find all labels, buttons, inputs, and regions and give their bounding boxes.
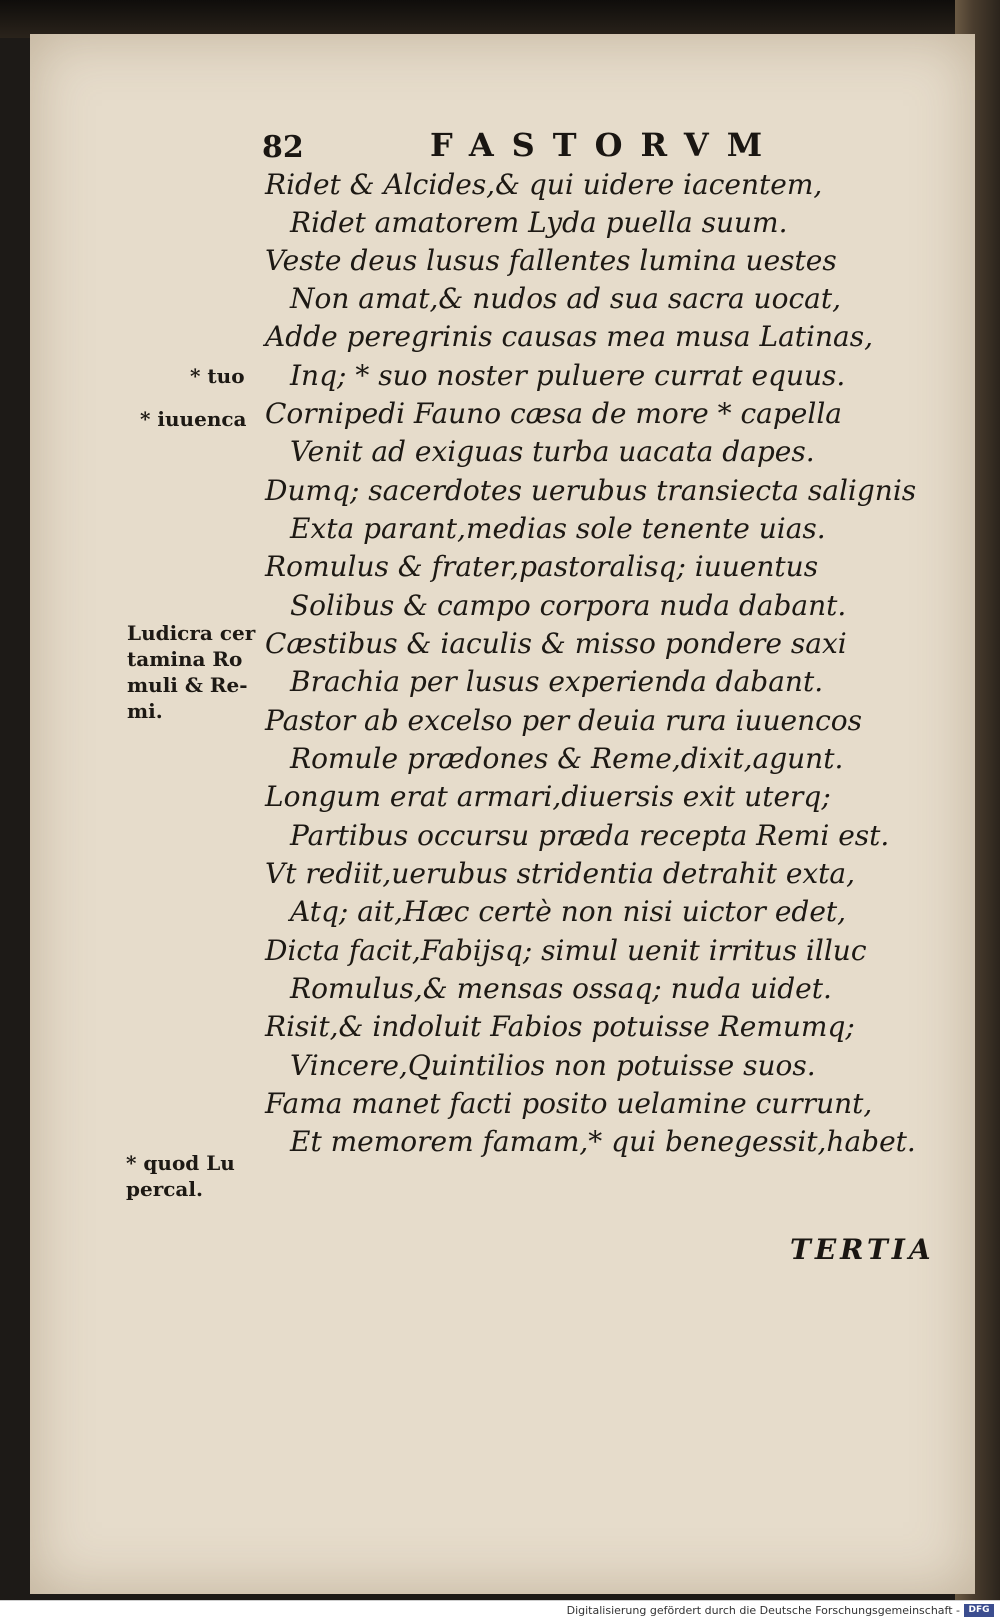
marginal-note: * tuo [190,364,245,388]
verse-line: Fama manet facti posito uelamine currunt, [265,1087,873,1120]
verse-line: Cæstibus & iaculis & misso pondere saxi [265,627,847,660]
verse-line: Pastor ab excelso per deuia rura iuuencos [265,704,863,737]
verse-line: Venit ad exiguas turba uacata dapes. [290,435,815,468]
verse-line: Romulus & frater,pastoralisq; iuuentus [265,550,819,583]
verse-line: Vt rediit,uerubus stridentia detrahit exta, [265,857,856,890]
verse-line: Cornipedi Fauno cæsa de more * capella [265,397,842,430]
scan-background-top [0,0,1000,38]
verse-line: Exta parant,medias sole tenente uias. [290,512,826,545]
marginal-note: Ludicra cer tamina Ro muli & Re- mi. [127,621,256,723]
verse-line: Ridet amatorem Lyda puella suum. [290,206,788,239]
verse-line: Solibus & campo corpora nuda dabant. [290,589,847,622]
verse-line: Brachia per lusus experienda dabant. [290,665,824,698]
verse-line: Et memorem famam,* qui benegessit,habet. [290,1125,916,1158]
verse-line: Risit,& indoluit Fabios potuisse Remumq; [265,1010,855,1043]
verse-line: Ridet & Alcides,& qui uidere iacentem, [265,168,823,201]
verse-line: Vincere,Quintilios non potuisse suos. [290,1049,816,1082]
footer-bar [0,1600,1000,1621]
catchword: TERTIA [790,1233,935,1266]
dfg-logo-icon: DFG [964,1604,994,1617]
verse-line: Non amat,& nudos ad sua sacra uocat, [290,282,841,315]
verse-line: Dicta facit,Fabijsq; simul uenit irritus illuc [265,934,867,967]
verse-line: Atq; ait,Hæc certè non nisi uictor edet, [290,895,847,928]
running-head: FASTORVM [430,126,781,164]
verse-line: Inq; * suo noster puluere currat equus. [290,359,846,392]
verse-line: Dumq; sacerdotes uerubus transiecta salignis [265,474,917,507]
verse-line: Partibus occursu præda recepta Remi est. [290,819,890,852]
marginal-note: * quod Lu percal. [126,1151,235,1201]
verse-line: Adde peregrinis causas mea musa Latinas, [265,320,874,353]
verse-line: Veste deus lusus fallentes lumina uestes [265,244,837,277]
digitization-credit: Digitalisierung gefördert durch die Deutsche Forschungsgemeinschaft - [566,1604,960,1617]
marginal-note: * iuuenca [140,407,247,431]
verse-line: Romulus,& mensas ossaq; nuda uidet. [290,972,832,1005]
verse-line: Romule prædones & Reme,dixit,agunt. [290,742,844,775]
verse-line: Longum erat armari,diuersis exit uterq; [265,780,831,813]
page-number: 82 [262,130,304,165]
